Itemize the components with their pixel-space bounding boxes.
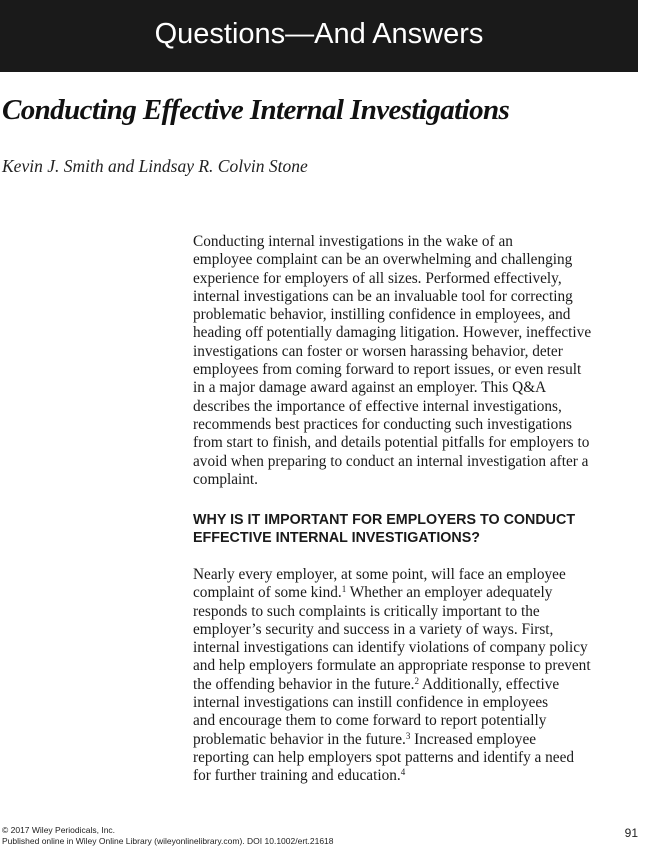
copyright-notice: © 2017 Wiley Periodicals, Inc. xyxy=(2,825,116,835)
abstract-line: experience for employers of all sizes. Performed effectively, xyxy=(193,269,562,287)
section-heading-line: WHY IS IT IMPORTANT FOR EMPLOYERS TO CONDUCT xyxy=(193,512,576,528)
body-text: the offending behavior in the future. xyxy=(193,675,415,693)
body-text: and encourage them to come forward to report potentially xyxy=(193,712,547,730)
body-text: for further training and education. xyxy=(193,767,401,785)
body-line xyxy=(193,584,643,602)
footnote-ref[interactable]: 2 xyxy=(414,675,419,686)
body-text: reporting can help employers spot patterns and identify a need xyxy=(193,748,575,766)
section-heading xyxy=(193,511,643,547)
body-text: and help employers formulate an appropriate response to prevent xyxy=(193,657,591,675)
footnote-ref[interactable]: 4 xyxy=(400,767,406,778)
body-text: Increased employee xyxy=(410,730,537,748)
body-line xyxy=(193,749,643,767)
section-heading-line: EFFECTIVE INTERNAL INVESTIGATIONS? xyxy=(193,530,481,546)
body-line xyxy=(193,639,643,657)
page-number: 91 xyxy=(624,826,638,840)
body-text: Additionally, effective xyxy=(418,675,560,693)
abstract-line: investigations can foster or worsen harassing behavior, deter xyxy=(193,342,563,360)
body-text: Whether an employer adequately xyxy=(346,584,553,602)
abstract-line: employee complaint can be an overwhelming and challenging xyxy=(193,251,573,269)
abstract-line: heading off potentially damaging litigation. However, ineffective xyxy=(193,324,592,342)
publication-info: Published online in Wiley Online Library (wileyonlinelibrary.com). DOI 10.1002/ert.21618 xyxy=(2,836,334,846)
abstract-line: avoid when preparing to conduct an internal investigation after a xyxy=(193,452,589,470)
abstract-line: recommends best practices for conducting such investigations xyxy=(193,415,572,433)
body-line xyxy=(193,731,643,749)
body-text: complaint of some kind. xyxy=(193,584,342,602)
body-text: Nearly every employer, at some point, will face an employee xyxy=(193,566,566,583)
abstract-line: in a major damage award against an employer. This Q&A xyxy=(193,379,547,397)
article-title: Conducting Effective Internal Investigations xyxy=(2,94,510,126)
abstract xyxy=(193,233,643,489)
footnote-ref[interactable]: 1 xyxy=(341,584,347,595)
body-text: internal investigations can identify violations of company policy xyxy=(193,639,588,657)
body-text: internal investigations can instill confidence in employees xyxy=(193,694,549,712)
body-line xyxy=(193,566,643,584)
body-text: employer’s security and success in a variety of ways. First, xyxy=(193,620,554,638)
abstract-line: problematic behavior, instilling confidence in employees, and xyxy=(193,306,571,324)
body-paragraph xyxy=(193,566,643,786)
abstract-line: Conducting internal investigations in the wake of an xyxy=(193,233,513,250)
abstract-line: internal investigations can be an invaluable tool for correcting xyxy=(193,287,573,305)
body-line xyxy=(193,767,643,785)
body-line xyxy=(193,657,643,675)
body-line xyxy=(193,712,643,730)
body-line xyxy=(193,621,643,639)
section-title: Questions—And Answers xyxy=(154,18,484,50)
section-banner xyxy=(0,0,638,72)
article-authors: Kevin J. Smith and Lindsay R. Colvin Stone xyxy=(2,156,308,176)
abstract-line: complaint. xyxy=(193,470,258,488)
abstract-line: describes the importance of effective internal investigations, xyxy=(193,397,562,415)
body-line xyxy=(193,603,643,621)
body-line xyxy=(193,694,643,712)
footer-info xyxy=(2,825,334,847)
abstract-line: from start to finish, and details potential pitfalls for employers to xyxy=(193,434,590,452)
body-text: responds to such complaints is critically important to the xyxy=(193,602,540,620)
body-text: problematic behavior in the future. xyxy=(193,730,406,748)
body-line xyxy=(193,676,643,694)
abstract-line: employees from coming forward to report issues, or even result xyxy=(193,361,582,379)
footnote-ref[interactable]: 3 xyxy=(405,730,411,741)
